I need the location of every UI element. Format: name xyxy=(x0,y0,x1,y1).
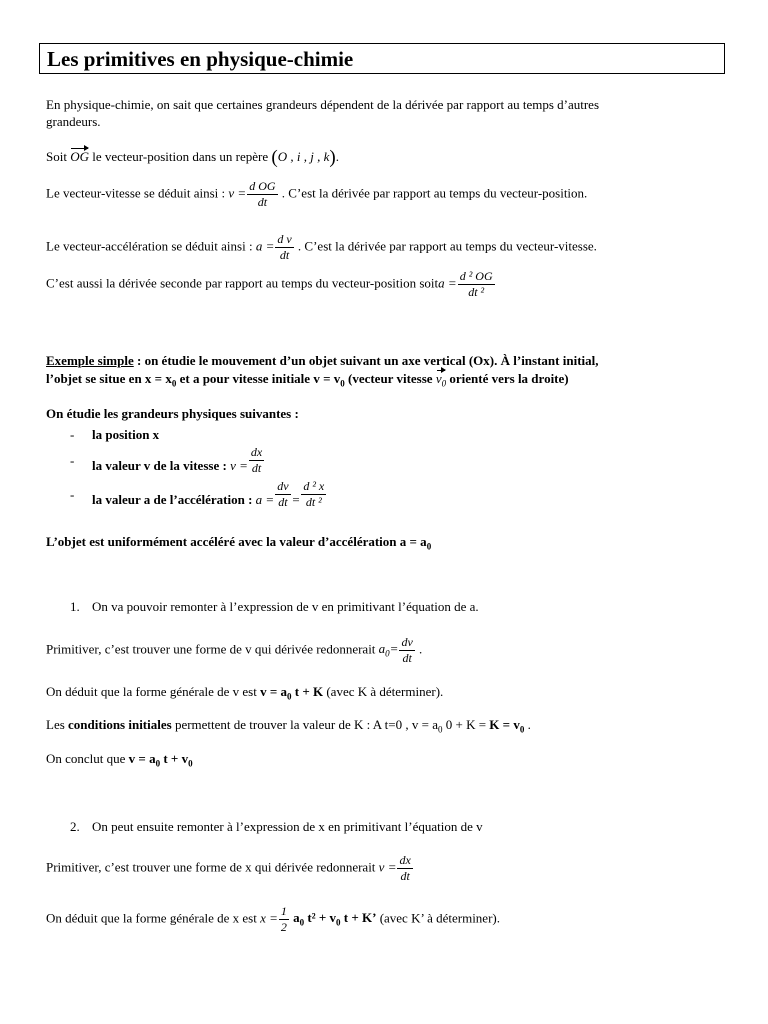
step2-prim-fraction xyxy=(397,854,412,883)
item-acceleration-fraction-1 xyxy=(275,480,290,509)
acceleration-fraction xyxy=(275,233,293,262)
item-acceleration-row xyxy=(92,480,327,509)
step1-prim-end: . xyxy=(419,641,423,657)
item-acc-den2: dt ² xyxy=(305,495,322,509)
vitesse-line xyxy=(46,180,587,209)
step1-concl-c: t + v xyxy=(160,751,189,766)
step1-ci-b: conditions initiales xyxy=(68,717,172,732)
step2-prim-den: dt xyxy=(400,869,410,883)
step1-ci-sub2: 0 xyxy=(519,724,525,735)
step1-prim-num: dv xyxy=(401,635,413,649)
vitesse-den: dt xyxy=(257,195,268,209)
repere-prefix: Soit xyxy=(46,149,67,164)
vitesse-suffix: . C’est la dérivée par rapport au temps du vecteur-position. xyxy=(281,185,588,201)
item-vitesse-formula: v = xyxy=(230,458,248,474)
seconde-text: C’est aussi la dérivée seconde par rapport au temps du vecteur-position soit xyxy=(46,275,439,291)
step1-forme-b: v = a xyxy=(260,684,287,699)
step2-forme-lhs: x = xyxy=(260,910,278,926)
seconde-fraction xyxy=(458,270,495,299)
item-acceleration-formula: a = xyxy=(255,492,275,508)
step1-prim-text: Primitiver, c’est trouver une forme de v qui dérivée redonnerait xyxy=(46,641,376,657)
bullet-2: - xyxy=(70,453,75,468)
acceleration-prefix: Le vecteur-accélération se déduit ainsi : xyxy=(46,238,253,254)
step2-forme-a: On déduit que la forme générale de x est xyxy=(46,910,257,926)
v0-vector-sub: 0 xyxy=(441,378,447,389)
seconde-num: d ² OG xyxy=(459,269,493,283)
item-acc-eq: = xyxy=(291,492,301,508)
step2-prim-num: dx xyxy=(399,853,411,867)
uniforme-line xyxy=(46,534,431,555)
step2-forme-num: 1 xyxy=(280,904,287,918)
item-acceleration: la valeur a de l’accélération : xyxy=(92,492,253,508)
step2-number: 2. xyxy=(70,819,80,834)
step1-primitive-line xyxy=(46,636,422,665)
repere-basis: O , i , j , k xyxy=(277,149,330,164)
step2-forme-bold xyxy=(289,910,377,929)
item-acc-den: dt xyxy=(278,495,288,509)
item-vitesse-den: dt xyxy=(251,461,262,475)
step1-forme-bold xyxy=(260,684,324,702)
step1-concl-a: On conclut que xyxy=(46,751,129,766)
step2-forme-den: 2 xyxy=(280,920,287,934)
step1-prim-lhs-sub: 0 xyxy=(385,649,390,660)
paren-close-icon: ) xyxy=(329,147,336,168)
og-vector: OG xyxy=(70,149,89,164)
exemple-label: Exemple simple xyxy=(46,353,134,368)
step2-forme-d: t + K’ xyxy=(340,910,377,926)
list-item xyxy=(0,446,768,476)
acceleration-suffix: . C’est la dérivée par rapport au temps du vecteur-vitesse. xyxy=(297,238,597,254)
vitesse-lhs: v = xyxy=(228,185,247,201)
step2-forme-line xyxy=(46,905,500,934)
uniforme-text: L’objet est uniformément accéléré avec la valeur d’accélération a = a xyxy=(46,534,427,549)
step2-forme-sub: 0 xyxy=(299,918,305,929)
vitesse-num: d OG xyxy=(249,179,276,193)
acceleration-line xyxy=(46,233,597,262)
item-acc-num2: d ² x xyxy=(303,479,325,493)
exemple-line-2 xyxy=(46,371,569,392)
step2-prim-lhs: v = xyxy=(378,859,397,875)
uniforme-sub: 0 xyxy=(426,541,432,552)
seconde-den: dt ² xyxy=(468,285,485,299)
step1-ci-c: permettent de trouver la valeur de K : A t=0 , v = a xyxy=(171,717,438,732)
step1-text: On va pouvoir remonter à l’expression de v en primitivant l’équation de a. xyxy=(92,599,479,614)
step1-ci-sub: 0 xyxy=(437,724,443,735)
step1-forme-d: (avec K à déterminer). xyxy=(323,684,444,699)
seconde-lhs: a = xyxy=(438,275,457,291)
vitesse-prefix: Le vecteur-vitesse se déduit ainsi : xyxy=(46,185,226,201)
step1-ci-f: . xyxy=(524,717,531,732)
item-vitesse-num: dx xyxy=(250,445,263,459)
bullet-3: - xyxy=(70,487,75,502)
step1-forme-sub: 0 xyxy=(286,691,292,702)
step1-prim-lhs-letter: a xyxy=(378,641,386,657)
acceleration-num: d v xyxy=(277,232,292,246)
step1-prim-lhs xyxy=(378,641,399,660)
step1-ci-line xyxy=(46,717,531,738)
exemple-x0-sub: 0 xyxy=(171,378,177,389)
item-acc-num: dv xyxy=(277,479,289,493)
step2-text: On peut ensuite remonter à l’expression de x en primitivant l’équation de v xyxy=(92,819,483,834)
exemple-line-1 xyxy=(46,353,599,369)
step1-conclusion-line xyxy=(46,751,193,772)
step2-forme-sub2: 0 xyxy=(336,918,341,929)
paren-open-icon: ( xyxy=(271,147,278,168)
step1-line xyxy=(70,599,479,615)
intro-line-2: grandeurs. xyxy=(46,114,101,129)
exemple-line2-c: (vecteur vitesse xyxy=(344,371,433,386)
v0-vector xyxy=(436,371,446,392)
v0-vector-letter: v xyxy=(435,371,442,386)
step1-prim-den: dt xyxy=(402,651,412,665)
exemple-line2-d: orienté vers la droite) xyxy=(446,371,569,386)
repere-suffix: le vecteur-position dans un repère xyxy=(92,149,269,164)
step1-concl-b: v = a xyxy=(128,751,156,766)
step1-prim-eq: = xyxy=(389,641,399,657)
exemple-line1-rest: : on étudie le mouvement d’un objet suivant un axe vertical (Ox). À l’instant initial, xyxy=(133,353,599,368)
step2-forme-e: (avec K’ à déterminer). xyxy=(376,910,500,926)
step1-concl-sub: 0 xyxy=(155,758,161,769)
item-vitesse: la valeur v de la vitesse : xyxy=(92,458,227,474)
item-acceleration-fraction-2 xyxy=(301,480,326,509)
step2-line xyxy=(70,819,483,835)
step1-prim-fraction xyxy=(399,636,414,665)
acceleration-lhs: a = xyxy=(255,238,275,254)
repere-line: Soit OG le vecteur-position dans un repère (O , i , j , k). xyxy=(46,147,339,168)
acceleration-den: dt xyxy=(279,248,290,262)
step1-ci-a: Les xyxy=(46,717,69,732)
step2-forme-c: t² + v xyxy=(304,910,336,926)
exemple-v0-sub: 0 xyxy=(340,378,345,389)
vitesse-fraction xyxy=(247,180,277,209)
step1-forme-line xyxy=(46,684,443,705)
exemple-line2-a: l’objet se situe en x = x xyxy=(46,371,172,386)
list-item xyxy=(0,480,768,510)
seconde-line xyxy=(46,270,496,299)
step1-ci-d: 0 + K = xyxy=(442,717,490,732)
step1-forme-a: On déduit que la forme générale de v est xyxy=(46,684,261,699)
step1-concl-bold xyxy=(128,751,193,769)
list-item xyxy=(0,427,768,443)
exemple-line2-b: et a pour vitesse initiale v = v xyxy=(176,371,341,386)
item-position: la position x xyxy=(92,427,160,442)
bullet-1: - xyxy=(70,427,75,442)
step1-ci-bold xyxy=(489,717,525,735)
grandeurs-heading: On étudie les grandeurs physiques suivantes : xyxy=(46,406,299,421)
item-vitesse-fraction xyxy=(249,446,264,475)
step2-primitive-line xyxy=(46,854,414,883)
step2-forme-fraction xyxy=(279,905,289,934)
step2-prim-text: Primitiver, c’est trouver une forme de x qui dérivée redonnerait xyxy=(46,859,376,875)
page-title: Les primitives en physique-chimie xyxy=(47,47,354,71)
title-box xyxy=(39,43,725,74)
step1-concl-sub2: 0 xyxy=(188,758,193,769)
intro-line-1: En physique-chimie, on sait que certaines grandeurs dépendent de la dérivée par rapport au temps d’autres xyxy=(46,97,600,112)
step1-forme-c: t + K xyxy=(291,684,324,699)
step1-number: 1. xyxy=(70,599,80,614)
step1-ci-e: K = v xyxy=(489,717,520,732)
item-vitesse-row xyxy=(92,446,265,475)
step2-forme-b: a xyxy=(289,910,300,926)
